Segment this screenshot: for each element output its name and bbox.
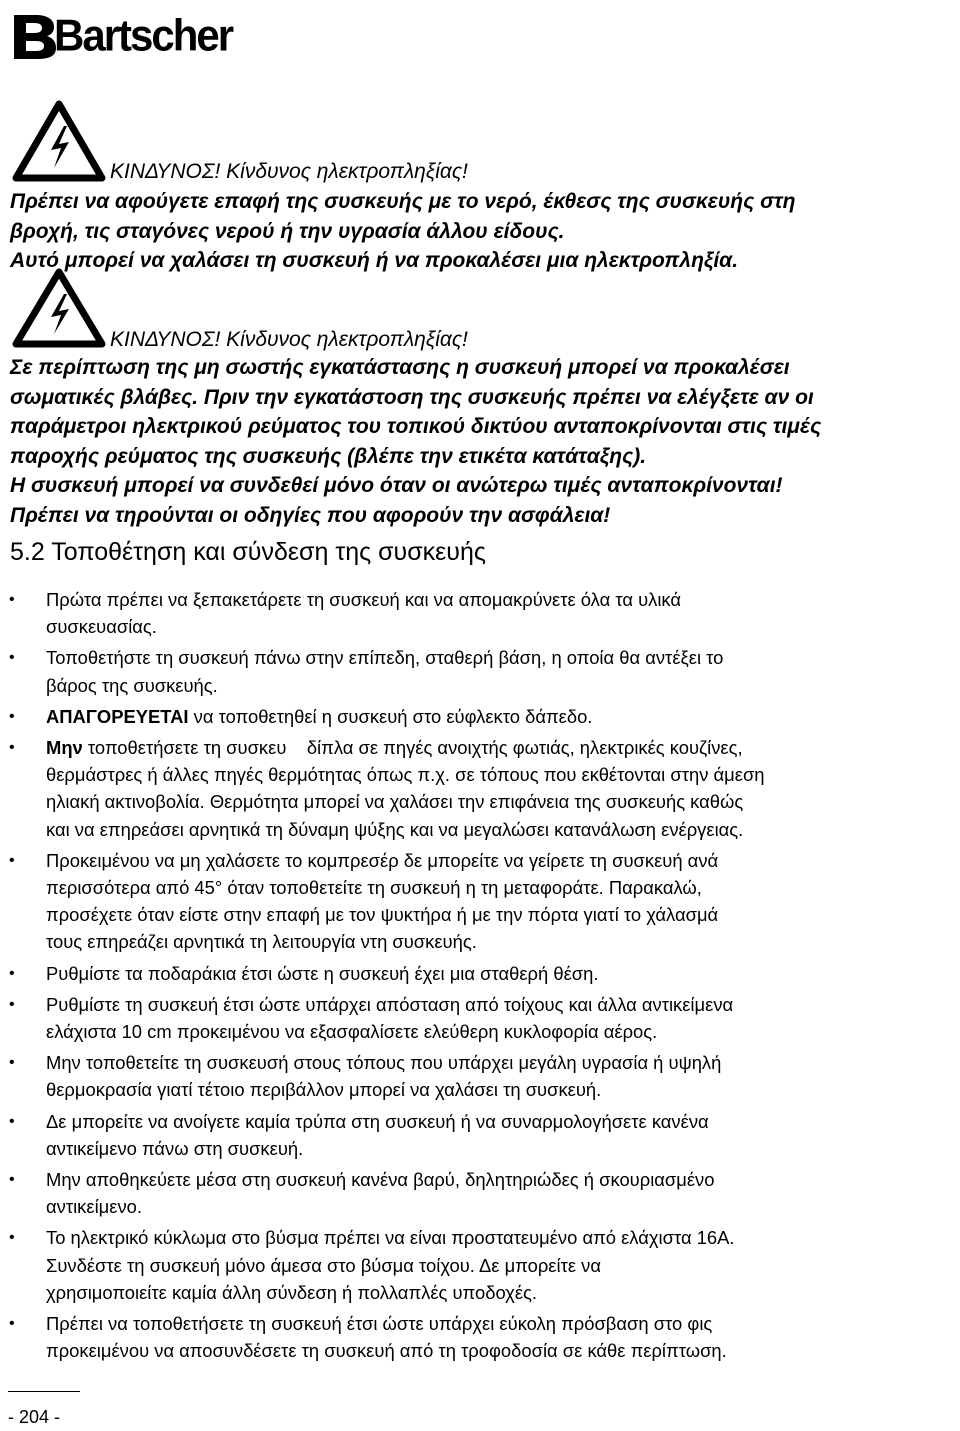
item-line: Το ηλεκτρικό κύκλωμα στο βύσμα πρέπει να είναι προστατευμένο από ελάχιστα 16A. [46, 1227, 735, 1249]
list-item [0, 1166, 960, 1220]
bullet-icon: • [9, 1054, 15, 1072]
warning-line: παράμετροι ηλεκτρικού ρεύματος του τοπικού δικτύου ανταποκρίνονται στις τιμές [10, 415, 822, 438]
warning-line: Σε περίπτωση της μη σωστής εγκατάστασης η συσκευή μπορεί να προκαλέσει [10, 356, 790, 379]
list-item [0, 1224, 960, 1306]
bullet-icon: • [9, 1229, 15, 1247]
warning-line: Αυτό μπορεί να χαλάσει τη συσκευή ή να προκαλέσει μια ηλεκτροπληξία. [10, 249, 739, 272]
item-text: τοποθετήσετε τη συσκευ δίπλα σε πηγές ανοιχτής φωτιάς, ηλεκτρικές κουζίνες, [82, 737, 743, 759]
bullet-icon: • [9, 1315, 15, 1333]
warning-line: βροχή, τις σταγόνες νερού ή την υγρασία άλλου είδους. [10, 219, 565, 243]
item-line: Τοποθετήστε τη συσκευή πάνω στην επίπεδη, σταθερή βάση, η οποία θα αντέξει το [46, 647, 724, 669]
item-line: χρησιμοποιείτε καμία άλλη σύνδεση ή πολλαπλές υποδοχές. [46, 1281, 538, 1303]
emphasis: ΑΠΑΓΟΡΕΥΕΤΑΙ [46, 705, 189, 727]
bullet-icon: • [9, 739, 15, 757]
bullet-icon: • [9, 851, 15, 869]
list-item [0, 960, 960, 987]
list-item [0, 734, 960, 843]
emphasis: Μην [46, 737, 83, 759]
list-item [0, 703, 960, 730]
warning-title-1: ΚΙΝΔΥΝΟΣ! Κίνδυνος ηλεκτροπληξίας! [110, 160, 468, 183]
list-item [0, 847, 960, 956]
item-line: Ρυθμίστε τη συσκευή έτσι ώστε υπάρχει απόσταση από τοίχους και άλλα αντικείμενα [46, 993, 734, 1015]
instruction-list [0, 586, 960, 1368]
bullet-icon: • [9, 707, 15, 725]
item-line: βάρος της συσκευής. [46, 674, 218, 696]
item-line: αντικείμενο. [46, 1196, 142, 1218]
item-line: Συνδέστε τη συσκευή μόνο άμεσα στο βύσμα τοίχου. Δε μπορείτε να [46, 1254, 601, 1276]
item-line: προκειμένου να αποσυνδέσετε τη συσκευή από τη τροφοδοσία σε κάθε περίπτωση. [46, 1340, 727, 1362]
warning-line: παροχής ρεύματος της συσκευής (βλέπε την ετικέτα κατάταξης). [10, 444, 647, 468]
item-line: συσκευασίας. [46, 616, 157, 638]
brand-b-icon [10, 11, 58, 61]
item-line: αντικείμενο πάνω στη συσκευή. [46, 1137, 304, 1159]
warning-body-1 [10, 187, 955, 276]
warning-line: σωματικές βλάβες. Πριν την εγκατάστοση της συσκευής πρέπει να ελέγξετε αν οι [10, 385, 814, 409]
item-line: Δε μπορείτε να ανοίγετε καμία τρύπα στη συσκευή ή να συναρμολογήσετε κανένα [46, 1110, 709, 1132]
item-line: θερμοκρασία γιατί τέτοιο περιβάλλον μπορεί να χαλάσει τη συσκευή. [46, 1079, 602, 1101]
item-line: Μην τοποθετείτε τη συσκευσή στους τόπους που υπάρχει μεγάλη υγρασία ή υψηλή [46, 1052, 722, 1074]
item-line: Μην αποθηκεύετε μέσα στη συσκευή κανένα βαρύ, δηλητηριώδες ή σκουριασμένο [46, 1169, 715, 1191]
high-voltage-warning-icon [12, 100, 106, 182]
bullet-icon: • [9, 1171, 15, 1189]
list-item [0, 991, 960, 1045]
list-item [0, 644, 960, 698]
bullet-icon: • [9, 649, 15, 667]
item-line: προσέχετε όταν είστε στην επαφή με τον ψυκτήρα ή με την πόρτα γιατί το χάλασμά [46, 904, 719, 926]
item-line: περισσότερα από 45° όταν τοποθετείτε τη συσκευή η τη μεταφοράτε. Παρακαλώ, [46, 877, 702, 899]
bullet-icon: • [9, 591, 15, 608]
item-line: θερμάστρες ή άλλες πηγές θερμότητας όπως π.χ. σε τόπους που εκθέτονται στην άμεση [46, 764, 765, 786]
warning-body-2 [10, 353, 955, 530]
item-text: να τοποθετηθεί η συσκευή στο εύφλεκτο δάπεδο. [188, 705, 593, 727]
high-voltage-warning-icon [12, 268, 106, 348]
page-number: - 204 - [8, 1407, 61, 1427]
list-item [0, 1049, 960, 1103]
item-line: τους επηρεάζει αρνητικά τη λειτουργία ντη συσκευής. [46, 931, 477, 953]
item-line: Προκειμένου να μη χαλάσετε το κομπρεσέρ δε μπορείτε να γείρετε τη συσκευή ανά [46, 849, 719, 871]
warning-title-2: ΚΙΝΔΥΝΟΣ! Κίνδυνος ηλεκτροπληξίας! [110, 328, 468, 351]
section-heading: 5.2 Τοποθέτηση και σύνδεση της συσκευής [10, 538, 486, 566]
item-line [46, 734, 960, 761]
warning-line: Η συσκευή μπορεί να συνδεθεί μόνο όταν οι ανώτερω τιμές ανταποκρίνονται! [10, 474, 783, 497]
warning-line: Πρέπει να τηρούνται οι οδηγίες που αφορούν την ασφάλεια! [10, 503, 611, 527]
list-item [0, 586, 960, 640]
item-line: και να επηρεάσει αρνητικά τη δύναμη ψύξης και να μεγαλώσει κατανάλωση ενέργειας. [46, 818, 744, 840]
item-line: ηλιακή ακτινοβολία. Θερμότητα μπορεί να χαλάσει την επιφάνεια της συσκευής καθώς [46, 791, 744, 813]
brand-name: Bartscher [54, 10, 233, 61]
item-line: Πρώτα πρέπει να ξεπακετάρετε τη συσκευή και να απομακρύνετε όλα τα υλικά [46, 589, 682, 610]
bullet-icon: • [9, 995, 15, 1013]
item-line [46, 703, 960, 730]
item-line: Ρυθμίστε τα ποδαράκια έτσι ώστε η συσκευή έχει μια σταθερή θέση. [46, 962, 599, 984]
item-line: Πρέπει να τοποθετήσετε τη συσκευή έτσι ώστε υπάρχει εύκολη πρόσβαση στο φις [46, 1313, 713, 1335]
bullet-icon: • [9, 964, 15, 982]
footer-rule [8, 1391, 80, 1392]
list-item [0, 1108, 960, 1162]
brand-logo [10, 8, 232, 64]
list-item [0, 1310, 960, 1364]
bullet-icon: • [9, 1112, 15, 1130]
warning-line: Πρέπει να αφούγετε επαφή της συσκευής με το νερό, έκθεσς της συσκευής στη [10, 190, 796, 213]
item-line: ελάχιστα 10 cm προκειμένου να εξασφαλίσετε ελεύθερη κυκλοφορία αέρος. [46, 1021, 658, 1043]
